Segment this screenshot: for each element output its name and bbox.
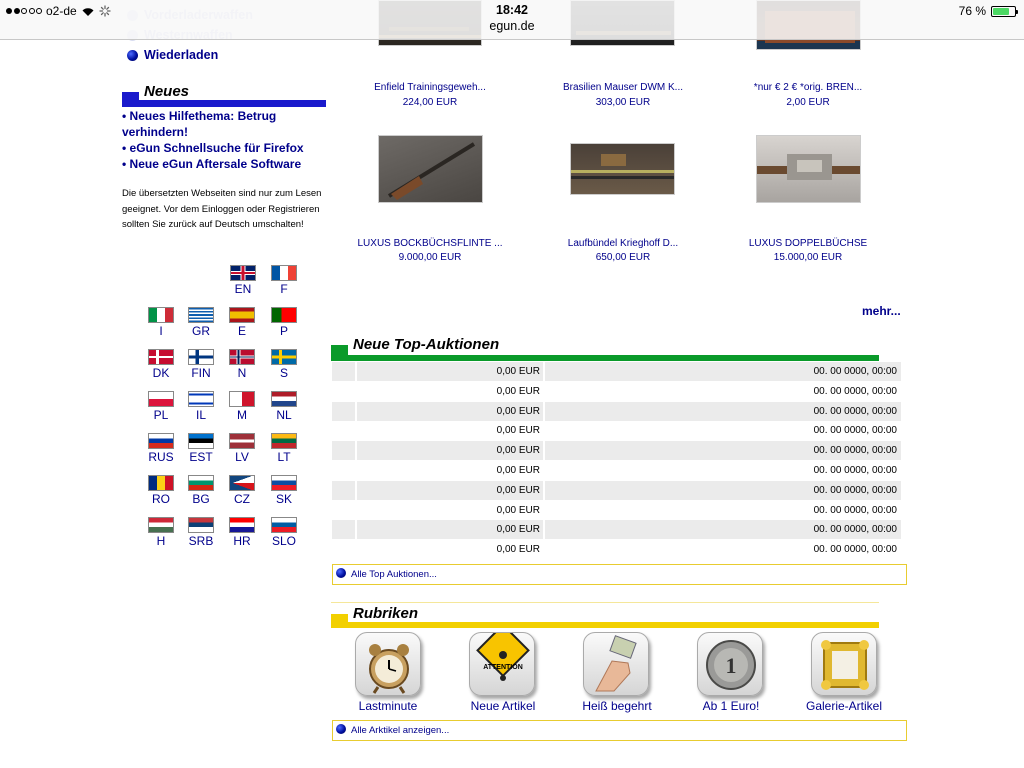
table-row[interactable]	[332, 520, 901, 539]
row-end-date: 00. 00 0000, 00:00	[545, 362, 901, 381]
product-name[interactable]: Laufbündel Krieghoff D...	[567, 238, 679, 249]
language-label-f[interactable]: F	[280, 282, 288, 296]
language-label-slo[interactable]: SLO	[271, 534, 296, 548]
flag-s-icon[interactable]	[271, 349, 297, 365]
news-list	[122, 108, 332, 172]
news-item-aftersale[interactable]: • Neue eGun Aftersale Software	[122, 157, 302, 171]
flag-en-icon[interactable]	[230, 265, 256, 281]
battery-percent: 76 %	[958, 4, 986, 18]
carrier-name: o2-de	[46, 4, 77, 18]
flag-e-icon[interactable]	[229, 307, 255, 323]
language-label-bg[interactable]: BG	[192, 492, 210, 506]
sidebar-link-wiederladen[interactable]: Wiederladen	[127, 48, 218, 62]
language-label-cz[interactable]: CZ	[234, 492, 250, 506]
flag-lt-icon[interactable]	[271, 433, 297, 449]
flag-slo-icon[interactable]	[271, 517, 297, 533]
address-bar[interactable]: egun.de	[489, 19, 535, 33]
row-end-date: 00. 00 0000, 00:00	[545, 520, 901, 539]
language-label-rus[interactable]: RUS	[148, 450, 174, 464]
flag-ro-icon[interactable]	[148, 475, 174, 491]
row-end-date: 00. 00 0000, 00:00	[813, 504, 897, 516]
language-label-en[interactable]: EN	[234, 282, 252, 296]
news-item-betrug[interactable]: • Neues Hilfethema: Betrug verhindern!	[122, 109, 277, 139]
battery-indicator	[959, 4, 1016, 18]
language-label-est[interactable]: EST	[189, 450, 213, 464]
rubrik-label-heiss-begehrt[interactable]: Heiß begehrt	[582, 699, 652, 713]
row-price: 0,00 EUR	[357, 481, 543, 500]
table-row[interactable]	[332, 362, 901, 381]
news-item-firefox[interactable]: • eGun Schnellsuche für Firefox	[122, 141, 304, 155]
more-link[interactable]: mehr...	[862, 304, 901, 318]
product-price: 303,00 EUR	[595, 97, 651, 108]
product-name[interactable]: LUXUS DOPPELBÜCHSE	[748, 238, 868, 249]
flag-n-icon[interactable]	[229, 349, 255, 365]
product-price: 650,00 EUR	[595, 252, 651, 263]
row-thumbnail	[332, 461, 355, 480]
flag-h-icon[interactable]	[148, 517, 174, 533]
rifle-image	[379, 136, 483, 203]
language-label-hr[interactable]: HR	[233, 534, 251, 548]
row-price: 0,00 EUR	[496, 544, 540, 556]
row-price: 0,00 EUR	[357, 362, 543, 381]
news-section-title: Neues	[144, 83, 193, 100]
table-row[interactable]	[332, 501, 901, 520]
bullet-icon	[127, 50, 138, 61]
language-label-sk[interactable]: SK	[275, 492, 292, 506]
product-price: 9.000,00 EUR	[398, 252, 462, 263]
language-label-m[interactable]: M	[237, 408, 247, 422]
battery-level-fill	[993, 8, 1009, 15]
language-label-nl[interactable]: NL	[276, 408, 292, 422]
product-price: 15.000,00 EUR	[773, 252, 843, 263]
row-thumbnail	[332, 501, 355, 520]
row-price: 0,00 EUR	[496, 465, 540, 476]
table-row[interactable]	[332, 540, 901, 559]
row-thumbnail	[332, 382, 355, 401]
row-thumbnail	[332, 402, 355, 421]
row-thumbnail	[332, 362, 355, 381]
coin-icon	[698, 633, 763, 696]
product-price: 224,00 EUR	[402, 97, 458, 108]
row-end-date: 00. 00 0000, 00:00	[813, 465, 897, 476]
row-end-date: 00. 00 0000, 00:00	[813, 385, 897, 397]
row-end-date: 00. 00 0000, 00:00	[813, 425, 897, 437]
new-articles-icon[interactable]	[469, 632, 535, 696]
table-row[interactable]	[332, 461, 901, 480]
top-auctions-title: Neue Top-Auktionen	[353, 336, 503, 353]
language-label-srb[interactable]: SRB	[188, 534, 214, 548]
language-label-lt[interactable]: LT	[277, 450, 291, 464]
flag-i-icon[interactable]	[148, 307, 174, 323]
flag-est-icon[interactable]	[188, 433, 214, 449]
language-label-il[interactable]: IL	[195, 408, 206, 422]
gallery-icon[interactable]	[811, 632, 877, 696]
translation-note: Die übersetzten Webseiten sind nur zum Lesen geeignet. Vor dem Einloggen oder Registrieren sollten Sie zurück auf Deutsch umschalten!	[122, 188, 322, 230]
rubrik-label-neue-artikel[interactable]: Neue Artikel	[470, 699, 536, 713]
rubrik-label-lastminute[interactable]: Lastminute	[358, 699, 418, 713]
row-end-date: 00. 00 0000, 00:00	[545, 481, 901, 500]
row-thumbnail	[332, 540, 355, 559]
language-label-lv[interactable]: LV	[235, 450, 249, 464]
all-top-auctions-link[interactable]: Alle Top Auktionen...	[332, 564, 907, 585]
row-end-date: 00. 00 0000, 00:00	[813, 544, 897, 556]
flag-sk-icon[interactable]	[271, 475, 297, 491]
rubrik-label-galerie[interactable]: Galerie-Artikel	[805, 699, 883, 713]
flag-cz-icon[interactable]	[229, 475, 255, 491]
battery-icon	[991, 6, 1016, 17]
engraved-rifle-image	[757, 136, 861, 203]
bullet-icon	[336, 568, 346, 578]
alarm-clock-icon	[356, 633, 421, 696]
language-label-pl[interactable]: PL	[153, 408, 169, 422]
product-image[interactable]	[756, 135, 861, 203]
gold-frame-icon	[812, 633, 877, 696]
row-thumbnail	[332, 481, 355, 500]
row-price: 0,00 EUR	[496, 385, 540, 397]
language-label-gr[interactable]: GR	[192, 324, 210, 338]
flag-srb-icon[interactable]	[188, 517, 214, 533]
flag-m-icon[interactable]	[229, 391, 255, 407]
bullet-icon	[336, 724, 346, 734]
flag-pl-icon[interactable]	[148, 391, 174, 407]
attention-sign-text: ATTENTION	[483, 664, 523, 671]
flag-f-icon[interactable]	[271, 265, 297, 281]
language-label-e[interactable]: E	[237, 324, 246, 338]
lastminute-icon[interactable]	[355, 632, 421, 696]
flag-lv-icon[interactable]	[229, 433, 255, 449]
table-row[interactable]	[332, 421, 901, 440]
row-price: 0,00 EUR	[357, 520, 543, 539]
attention-sign-icon	[470, 633, 535, 696]
language-label-dk[interactable]: DK	[152, 366, 170, 380]
flag-nl-icon[interactable]	[271, 391, 297, 407]
row-end-date: 00. 00 0000, 00:00	[545, 441, 901, 460]
product-name[interactable]: Enfield Trainingsgeweh...	[374, 82, 486, 93]
table-row[interactable]	[332, 402, 901, 421]
rubriken-header	[331, 602, 879, 628]
product-name[interactable]: Brasilien Mauser DWM K...	[562, 82, 684, 93]
language-label-h[interactable]: H	[156, 534, 166, 548]
product-name[interactable]: LUXUS BOCKBÜCHSFLINTE ...	[357, 238, 503, 249]
flag-p-icon[interactable]	[271, 307, 297, 323]
row-price: 0,00 EUR	[496, 504, 540, 516]
status-bar	[0, 0, 1024, 40]
table-row[interactable]	[332, 481, 901, 500]
row-thumbnail	[332, 441, 355, 460]
hand-money-icon	[584, 633, 649, 696]
rubrik-label-ab-1-euro[interactable]: Ab 1 Euro!	[702, 699, 760, 713]
clock: 18:42	[496, 3, 528, 17]
row-price: 0,00 EUR	[357, 402, 543, 421]
language-label-s[interactable]: S	[279, 366, 288, 380]
row-thumbnail	[332, 520, 355, 539]
row-thumbnail	[332, 421, 355, 440]
hot-items-icon[interactable]	[583, 632, 649, 696]
language-label-p[interactable]: P	[279, 324, 288, 338]
language-label-n[interactable]: N	[237, 366, 247, 380]
coin-text: 1	[725, 653, 737, 678]
product-image[interactable]	[570, 143, 675, 195]
row-end-date: 00. 00 0000, 00:00	[545, 402, 901, 421]
barrel-image	[571, 144, 675, 195]
all-articles-link[interactable]: Alle Arktikel anzeigen...	[332, 720, 907, 741]
flag-gr-icon[interactable]	[188, 307, 214, 323]
flag-rus-icon[interactable]	[148, 433, 174, 449]
language-label-ro[interactable]: RO	[152, 492, 170, 506]
rubriken-title: Rubriken	[353, 605, 422, 622]
table-row[interactable]	[332, 441, 901, 460]
product-image[interactable]	[378, 135, 483, 203]
flag-il-icon[interactable]	[188, 391, 214, 407]
one-euro-icon[interactable]	[697, 632, 763, 696]
language-label-fin[interactable]: FIN	[191, 366, 211, 380]
top-auctions-header	[331, 336, 879, 362]
table-row[interactable]	[332, 382, 901, 401]
product-name[interactable]: *nur € 2 € *orig. BREN...	[753, 82, 863, 93]
language-label-i[interactable]: I	[159, 324, 163, 338]
row-price: 0,00 EUR	[496, 425, 540, 437]
flag-bg-icon[interactable]	[188, 475, 214, 491]
row-price: 0,00 EUR	[357, 441, 543, 460]
flag-dk-icon[interactable]	[148, 349, 174, 365]
news-section-header	[122, 83, 326, 107]
product-price: 2,00 EUR	[786, 97, 830, 108]
flag-fin-icon[interactable]	[188, 349, 214, 365]
flag-hr-icon[interactable]	[229, 517, 255, 533]
